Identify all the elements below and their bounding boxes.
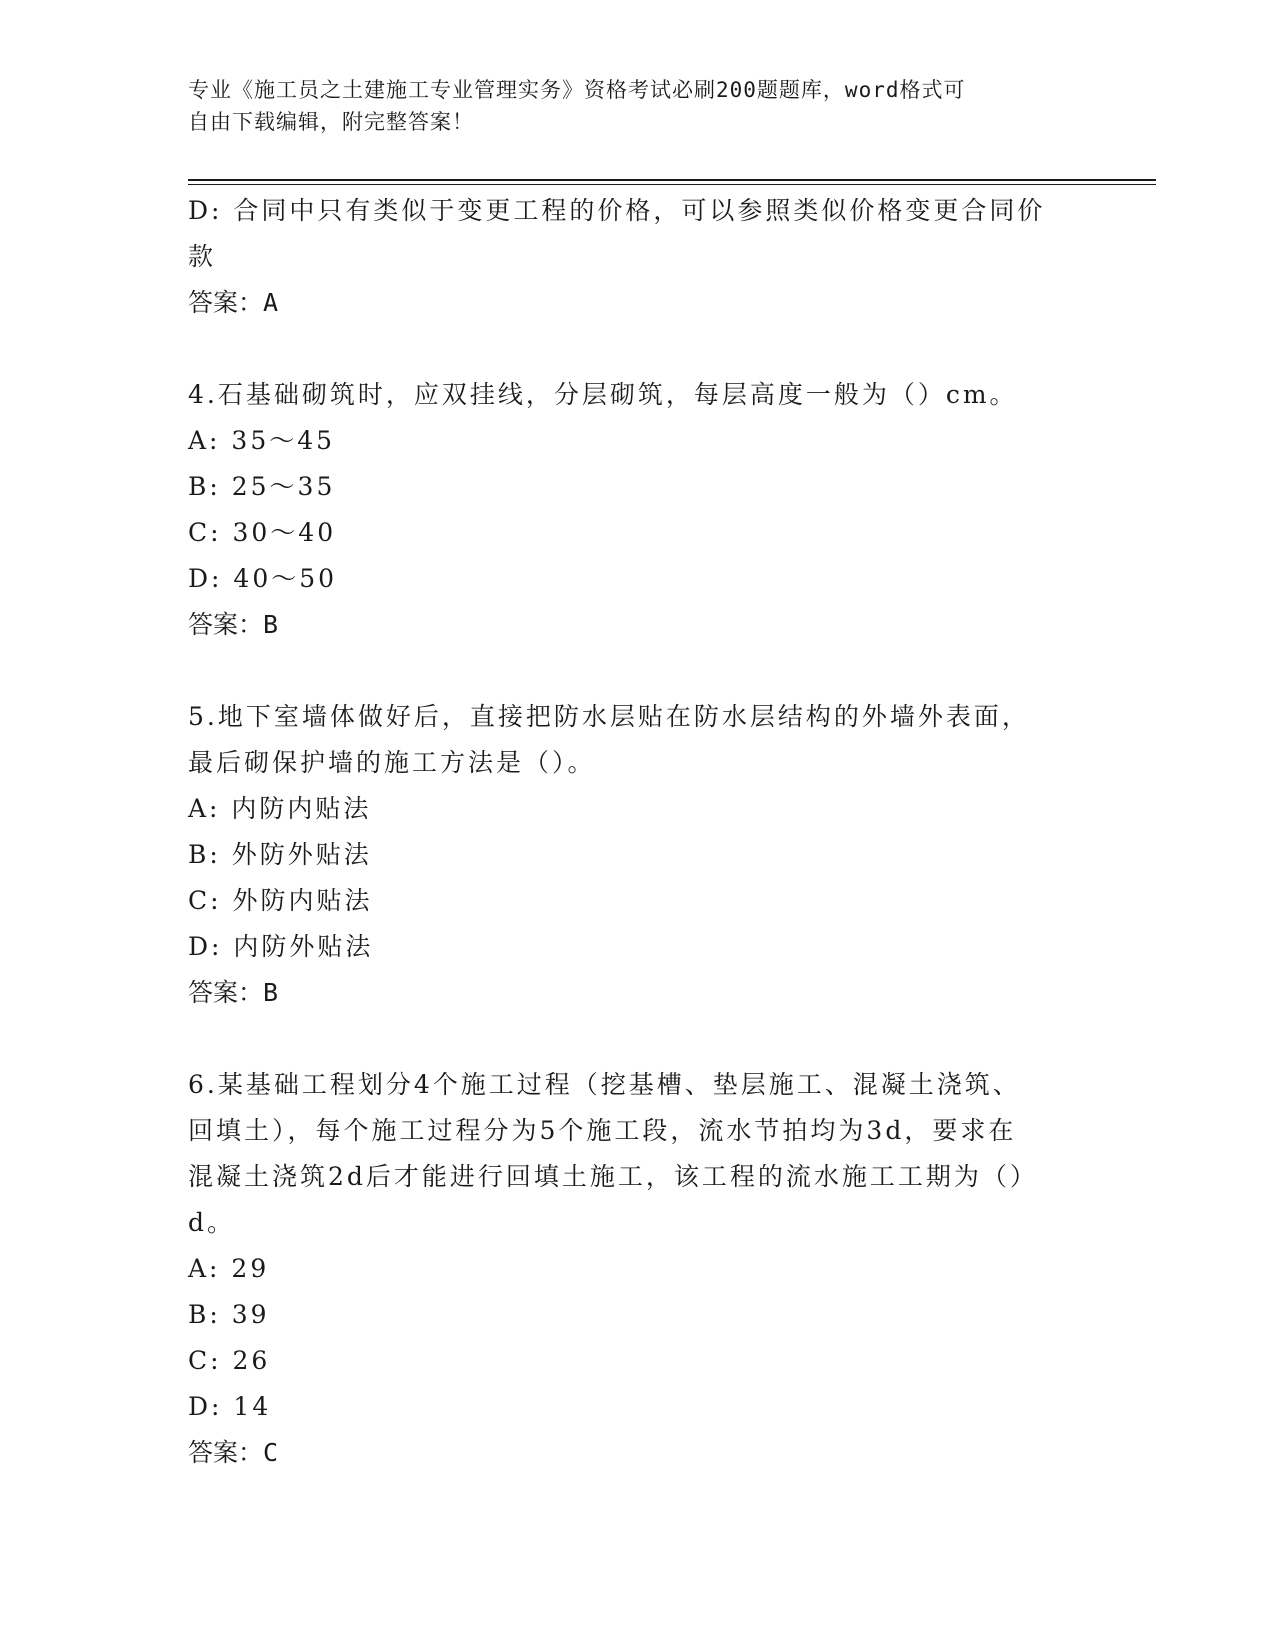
- option-c: C: 26: [188, 1346, 271, 1375]
- header-rule-thick: [188, 179, 1156, 181]
- option-d-line-1: D: 合同中只有类似于变更工程的价格，可以参照类似价格变更合同价: [188, 196, 1046, 225]
- document-header: [188, 74, 1088, 138]
- option-a: A: 内防内贴法: [188, 794, 372, 823]
- option-a: A: 29: [188, 1254, 270, 1283]
- question-stem-line-4: d。: [188, 1208, 236, 1237]
- answer: 答案：B: [188, 978, 279, 1007]
- option-b: B: 外防外贴法: [188, 840, 372, 869]
- header-line-1: 专业《施工员之土建施工专业管理实务》资格考试必刷200题题库，word格式可: [188, 78, 966, 102]
- option-b: B: 39: [188, 1300, 270, 1329]
- option-a: A: 35～45: [188, 426, 336, 455]
- option-c: C: 外防内贴法: [188, 886, 373, 915]
- header-rule-thin: [188, 184, 1156, 185]
- option-d: D: 内防外贴法: [188, 932, 374, 961]
- question-stem-line-2: 回填土），每个施工过程分为5个施工段，流水节拍均为3d，要求在: [188, 1116, 1017, 1145]
- option-b: B: 25～35: [188, 472, 336, 501]
- document-body: [188, 188, 1088, 1476]
- option-d: D: 40～50: [188, 564, 338, 593]
- question-6: [188, 1062, 1088, 1476]
- option-c: C: 30～40: [188, 518, 337, 547]
- question-3-continued: [188, 188, 1088, 326]
- question-stem-line-1: 6.某基础工程划分4个施工过程（挖基槽、垫层施工、混凝土浇筑、: [188, 1070, 1021, 1099]
- option-d: D: 14: [188, 1392, 272, 1421]
- question-5: [188, 694, 1088, 1016]
- question-stem-line-1: 5.地下室墙体做好后，直接把防水层贴在防水层结构的外墙外表面，: [188, 702, 1030, 731]
- question-stem-line-3: 混凝土浇筑2d后才能进行回填土施工，该工程的流水施工工期为（）: [188, 1162, 1038, 1191]
- question-stem: 4.石基础砌筑时，应双挂线，分层砌筑，每层高度一般为（）cm。: [188, 380, 1018, 409]
- option-d-line-2: 款: [188, 242, 217, 271]
- header-line-2: 自由下载编辑，附完整答案！: [188, 110, 474, 134]
- answer: 答案：A: [188, 288, 279, 317]
- question-stem-line-2: 最后砌保护墙的施工方法是（）。: [188, 748, 596, 777]
- question-4: [188, 372, 1088, 648]
- answer: 答案：C: [188, 1438, 279, 1467]
- answer: 答案：B: [188, 610, 279, 639]
